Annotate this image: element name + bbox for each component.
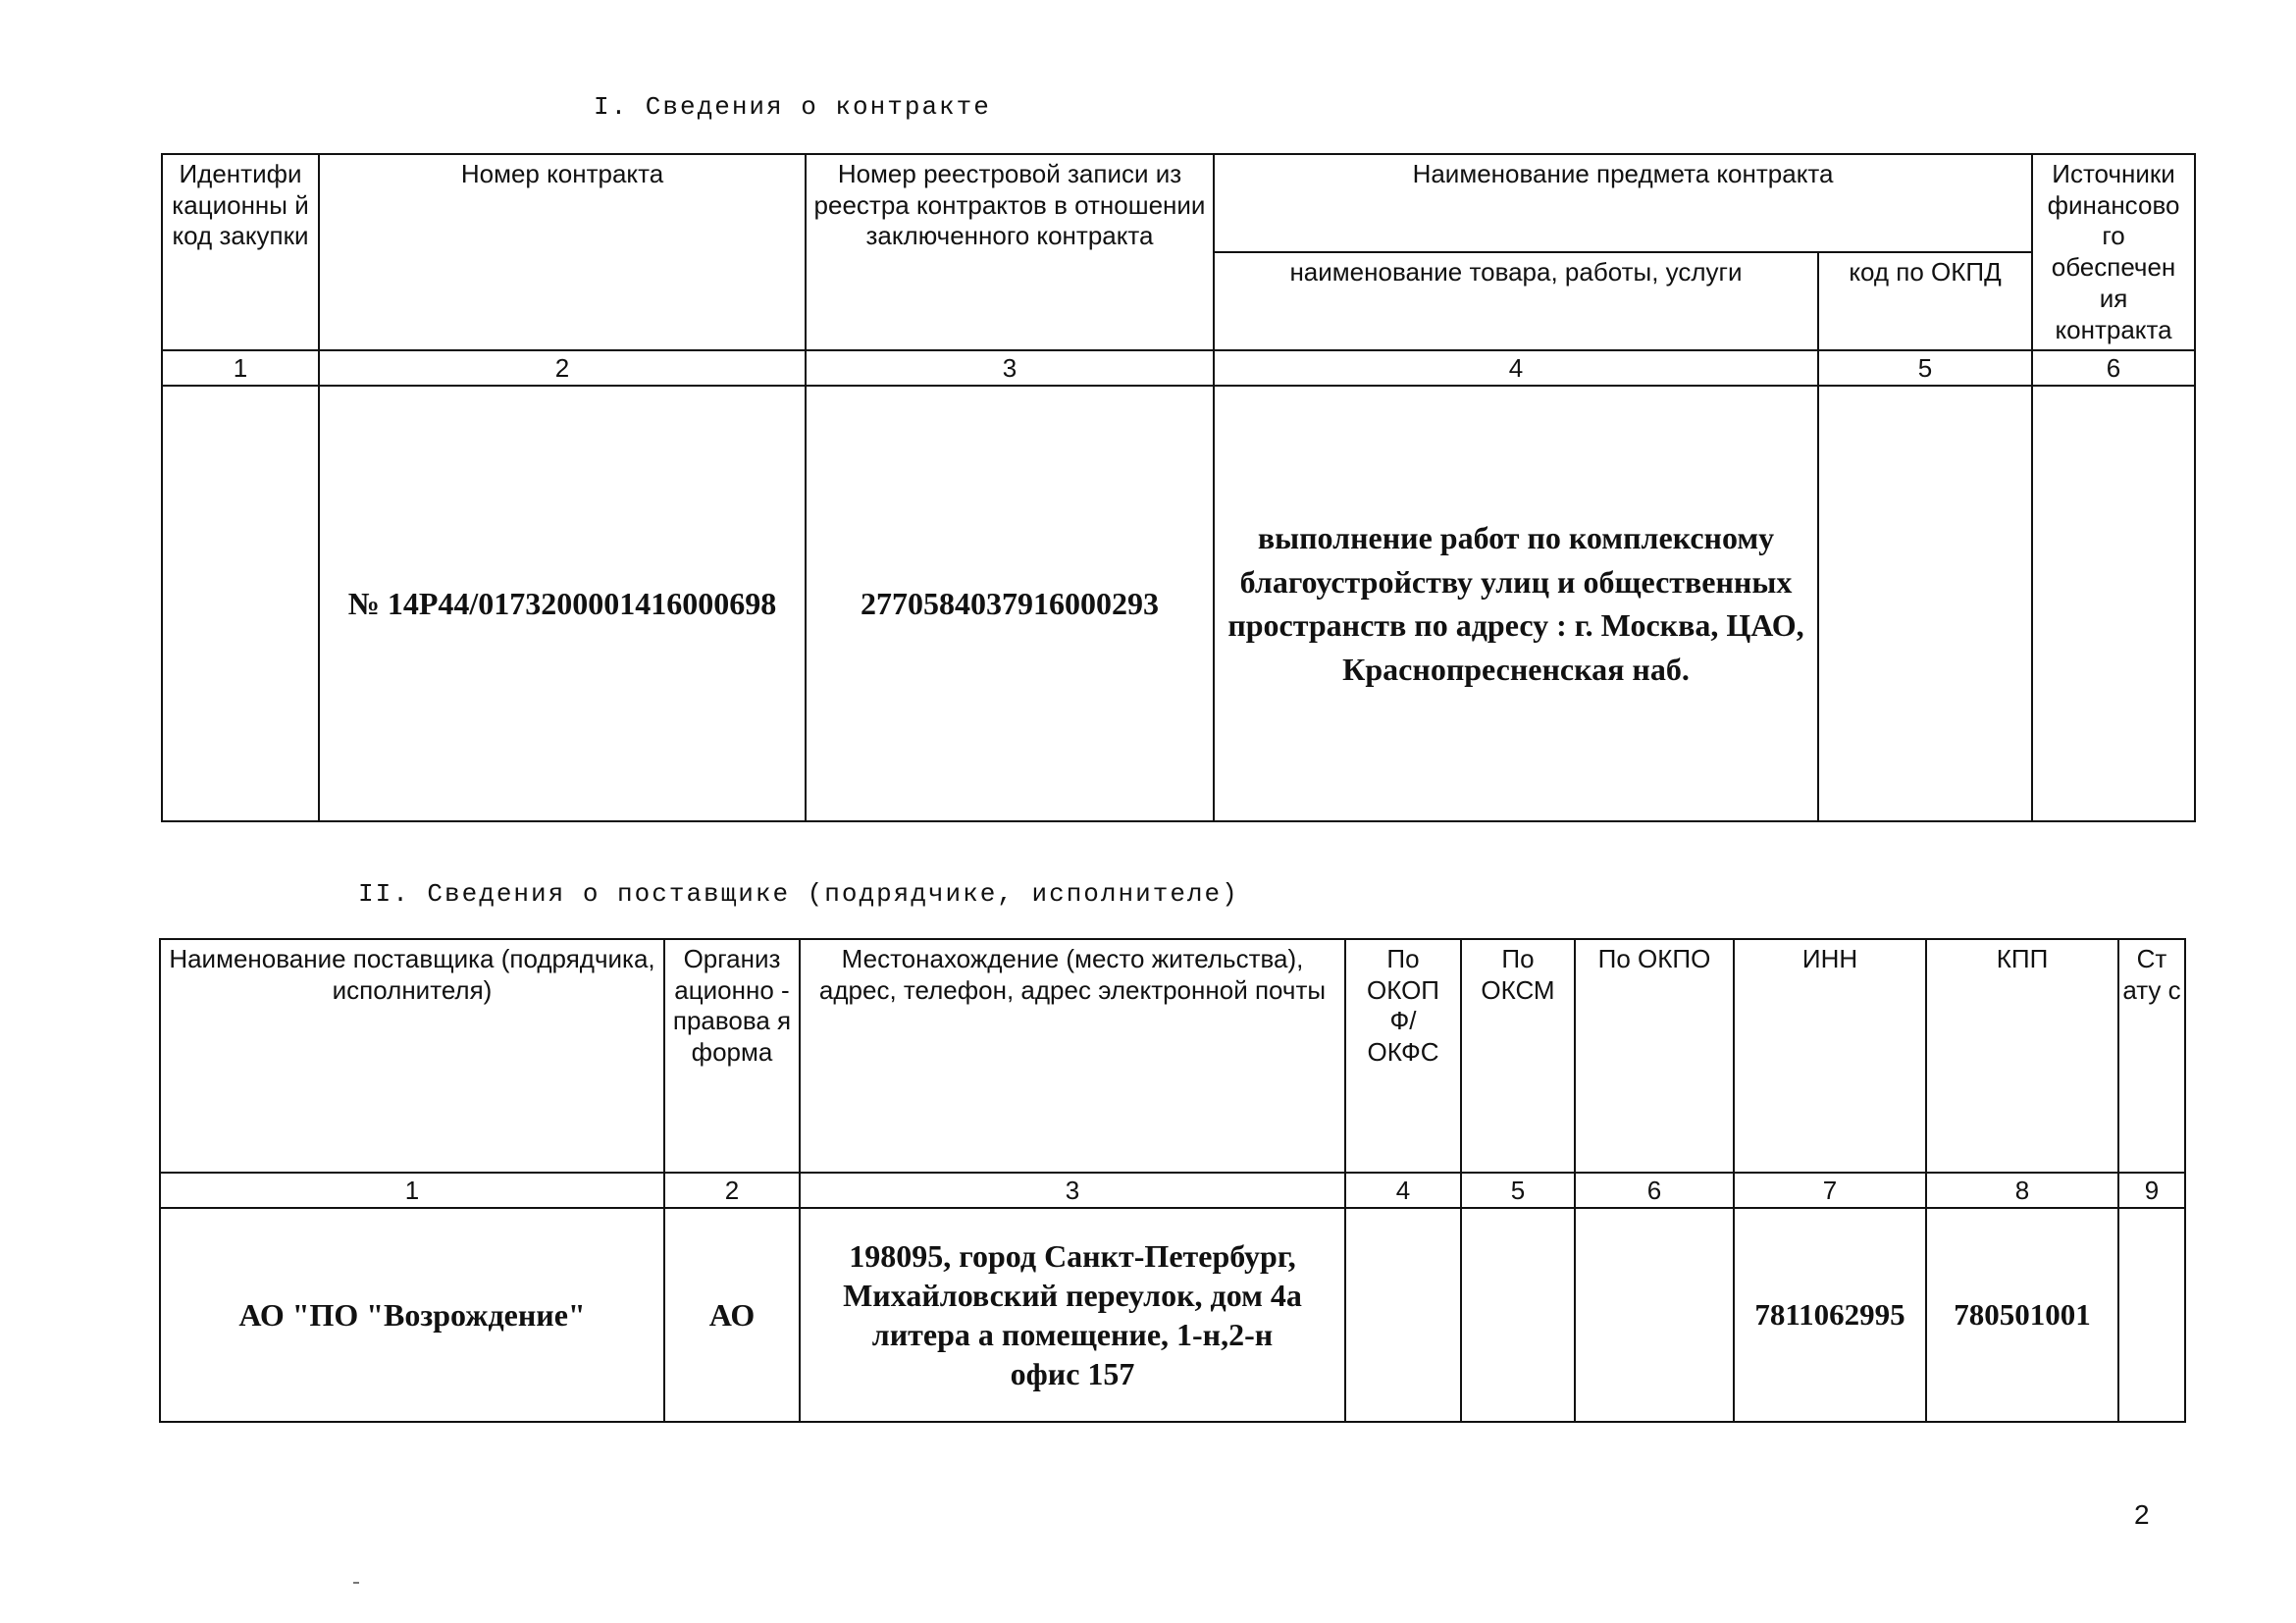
header-okopf: По ОКОП Ф/ ОКФС bbox=[1345, 939, 1461, 1173]
page-number: 2 bbox=[2134, 1499, 2150, 1530]
column-number: 2 bbox=[664, 1173, 800, 1208]
header-registry-number: Номер реестровой записи из реестра контрактов в отношении заключенного контракта bbox=[806, 154, 1214, 350]
okopf-value bbox=[1345, 1208, 1461, 1422]
column-number: 1 bbox=[162, 350, 319, 386]
contract-subject-value: выполнение работ по комплексному благоустройству улиц и общественных пространств по адресу : г. Москва, ЦАО, Краснопресненская наб. bbox=[1214, 386, 1818, 821]
contract-number-value: № 14Р44/0173200001416000698 bbox=[319, 386, 806, 821]
contract-info-table bbox=[161, 153, 2196, 822]
column-number: 4 bbox=[1214, 350, 1818, 386]
header-status: Ст ату с bbox=[2118, 939, 2185, 1173]
oksm-value bbox=[1461, 1208, 1575, 1422]
header-kpp: КПП bbox=[1926, 939, 2118, 1173]
address-value: 198095, город Санкт-Петербург, Михайловский переулок, дом 4а литера а помещение, 1-н,2-н офис 157 bbox=[800, 1208, 1345, 1422]
status-value bbox=[2118, 1208, 2185, 1422]
column-number: 6 bbox=[2032, 350, 2195, 386]
registry-number-value: 2770584037916000293 bbox=[806, 386, 1214, 821]
column-number: 3 bbox=[800, 1173, 1345, 1208]
okpo-value bbox=[1575, 1208, 1734, 1422]
column-number: 2 bbox=[319, 350, 806, 386]
header-supplier-name: Наименование поставщика (подрядчика, исполнителя) bbox=[160, 939, 664, 1173]
column-number: 5 bbox=[1461, 1173, 1575, 1208]
legal-form-value: АО bbox=[664, 1208, 800, 1422]
financing-source-value bbox=[2032, 386, 2195, 821]
purchase-code-value bbox=[162, 386, 319, 821]
header-legal-form: Организ ационно - правова я форма bbox=[664, 939, 800, 1173]
section-1-title: I. Сведения о контракте bbox=[594, 92, 991, 122]
scan-speck bbox=[353, 1582, 359, 1584]
header-oksm: По ОКСМ bbox=[1461, 939, 1575, 1173]
header-inn: ИНН bbox=[1734, 939, 1926, 1173]
header-subject-name: наименование товара, работы, услуги bbox=[1214, 252, 1818, 350]
header-address: Местонахождение (место жительства), адрес, телефон, адрес электронной почты bbox=[800, 939, 1345, 1173]
header-okpd-code: код по ОКПД bbox=[1818, 252, 2032, 350]
column-number: 3 bbox=[806, 350, 1214, 386]
inn-value: 7811062995 bbox=[1734, 1208, 1926, 1422]
column-number: 1 bbox=[160, 1173, 664, 1208]
supplier-name-value: АО "ПО "Возрождение" bbox=[160, 1208, 664, 1422]
column-number: 8 bbox=[1926, 1173, 2118, 1208]
section-2-title: II. Сведения о поставщике (подрядчике, исполнителе) bbox=[358, 879, 1239, 909]
kpp-value: 780501001 bbox=[1926, 1208, 2118, 1422]
column-number: 5 bbox=[1818, 350, 2032, 386]
header-contract-subject: Наименование предмета контракта bbox=[1214, 154, 2032, 252]
header-purchase-code: Идентифи кационны й код закупки bbox=[162, 154, 319, 350]
okpd-code-value bbox=[1818, 386, 2032, 821]
column-number: 9 bbox=[2118, 1173, 2185, 1208]
header-contract-number: Номер контракта bbox=[319, 154, 806, 350]
column-number: 4 bbox=[1345, 1173, 1461, 1208]
column-number: 7 bbox=[1734, 1173, 1926, 1208]
header-financing-source: Источники финансово го обеспечен ия контракта bbox=[2032, 154, 2195, 350]
supplier-info-table bbox=[159, 938, 2186, 1423]
header-okpo: По ОКПО bbox=[1575, 939, 1734, 1173]
column-number: 6 bbox=[1575, 1173, 1734, 1208]
